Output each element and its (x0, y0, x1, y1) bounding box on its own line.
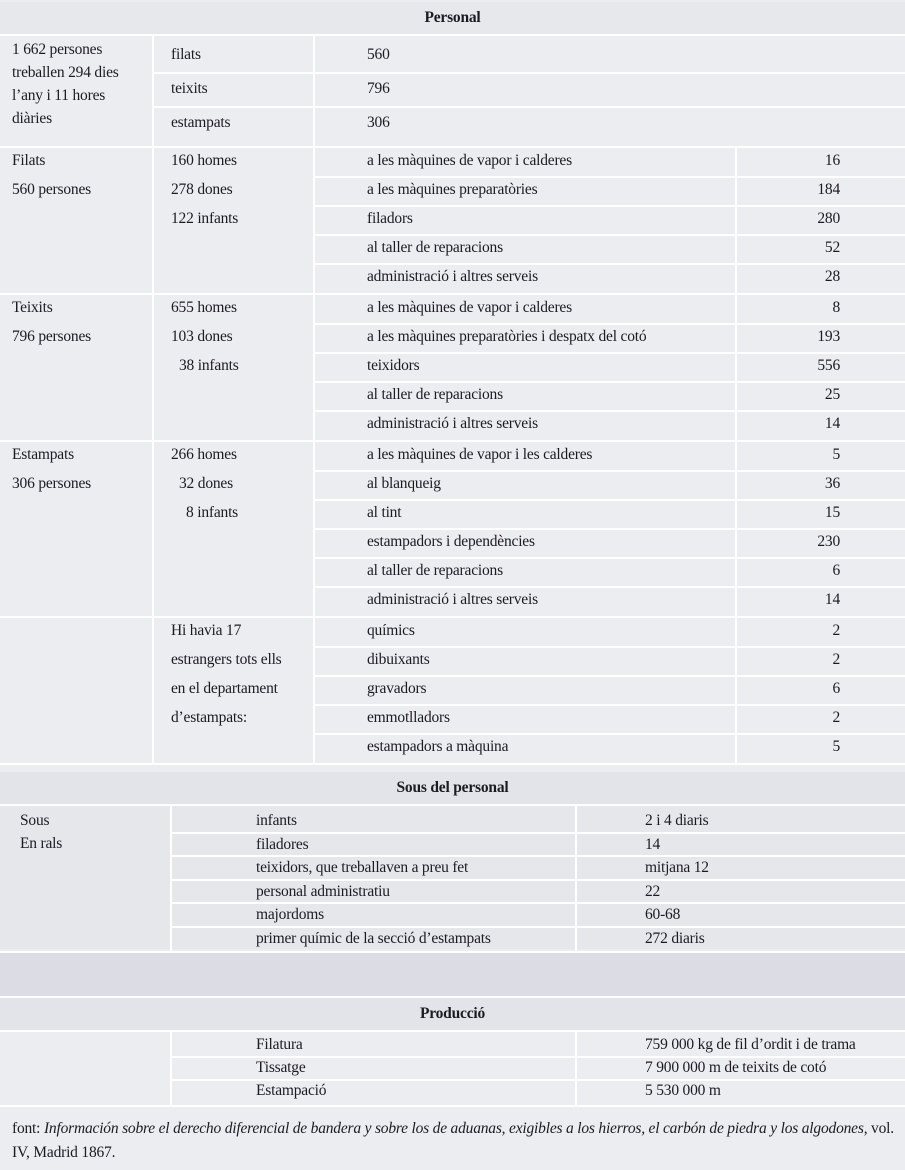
group-divider (0, 616, 905, 618)
sous-row-label: majordoms (256, 906, 324, 923)
group-mid-text: 160 homes (171, 152, 237, 169)
group-col-divider (735, 618, 737, 763)
sous-row-label: filadores (256, 835, 309, 853)
produccio-row-value: 759 000 kg de fil d’ordit i de trama (645, 1036, 856, 1053)
detail-row-label: al tint (367, 504, 402, 521)
group-mid-text: en el departament (171, 680, 278, 697)
intro-left-text: diàries (12, 110, 52, 127)
intro-row-divider (154, 106, 905, 108)
detail-row-label: filadors (367, 210, 413, 227)
intro-row-label: teixits (171, 80, 208, 97)
intro-col-divider (313, 36, 315, 146)
sous-title: Sous del personal (0, 772, 905, 804)
group-col-divider (152, 295, 154, 440)
produccio-row-label: Estampació (256, 1082, 327, 1099)
intro-row-value: 560 (367, 46, 390, 63)
detail-row-label: a les màquines preparatòries i despatx del cotó (367, 328, 647, 345)
detail-row-label: a les màquines de vapor i calderes (367, 299, 572, 316)
group-mid-text: d’estampats: (171, 709, 247, 726)
sous-row-divider (172, 879, 905, 881)
detail-row-label: a les màquines de vapor i les calderes (367, 446, 593, 463)
detail-row-label: dibuixants (367, 651, 430, 668)
detail-row-divider (315, 528, 905, 530)
group-mid-text: 38 infants (179, 357, 239, 374)
group-left-text: Estampats (12, 446, 74, 463)
detail-row-value: 14 (824, 415, 840, 432)
detail-row-value: 8 (832, 299, 840, 316)
detail-row-label: a les màquines preparatòries (367, 181, 538, 198)
detail-row-divider (315, 205, 905, 207)
detail-row-divider (315, 646, 905, 648)
sous-row-divider (172, 902, 905, 904)
intro-row-divider (154, 72, 905, 74)
sous-row-divider (172, 855, 905, 857)
produccio-col-divider (575, 1032, 577, 1105)
detail-row-value: 5 (832, 446, 840, 463)
source-suffix: , vol. IV, Madrid 1867. (12, 1120, 894, 1161)
intro-left-text: l’any i 11 hores (12, 87, 106, 104)
group-divider (0, 293, 905, 295)
group-mid-text: Hi havia 17 (171, 622, 242, 639)
detail-row-label: teixidors (367, 357, 420, 374)
detail-row-value: 230 (817, 533, 840, 550)
group-left-text: 306 persones (12, 475, 91, 492)
detail-row-divider (315, 733, 905, 735)
source-prefix: font: (12, 1120, 41, 1137)
detail-row-value: 2 (832, 651, 840, 668)
group-col-divider (313, 618, 315, 763)
sous-row-value: 22 (645, 882, 661, 900)
detail-row-divider (315, 675, 905, 677)
detail-row-label: al taller de reparacions (367, 562, 503, 579)
sous-row-value: 2 i 4 diaris (645, 812, 709, 829)
group-col-divider (313, 295, 315, 440)
personal-bottom-rule (0, 763, 905, 765)
sous-band (0, 806, 905, 949)
detail-row-value: 5 (832, 738, 840, 755)
detail-row-value: 280 (817, 210, 840, 227)
detail-row-divider (315, 586, 905, 588)
detail-row-divider (315, 323, 905, 325)
produccio-row-label: Filatura (256, 1036, 303, 1053)
group-divider (0, 440, 905, 442)
group-left-text: Filats (12, 152, 46, 169)
produccio-col-divider (170, 1032, 172, 1105)
detail-row-value: 193 (817, 328, 840, 345)
detail-row-value: 556 (817, 357, 840, 374)
detail-row-divider (315, 176, 905, 178)
sous-row-label: personal administratiu (256, 882, 390, 900)
detail-row-divider (315, 234, 905, 236)
personal-title: Personal (0, 2, 905, 34)
group-mid-text: 278 dones (171, 181, 233, 198)
detail-row-label: al taller de reparacions (367, 239, 503, 256)
detail-row-label: administració i altres serveis (367, 415, 538, 432)
produccio-title: Producció (0, 998, 905, 1030)
produccio-head-rule (0, 1030, 905, 1032)
detail-row-divider (315, 557, 905, 559)
source-note (12, 1117, 897, 1165)
personal-top-rule (0, 34, 905, 36)
intro-row-label: filats (171, 46, 201, 63)
detail-row-label: químics (367, 622, 415, 639)
sous-row-value: 14 (645, 835, 661, 853)
sous-left-text: En rals (20, 835, 63, 852)
sous-col-divider (170, 806, 172, 951)
sous-row-value: 272 diaris (645, 929, 705, 947)
detail-row-divider (315, 263, 905, 265)
detail-row-label: emmotlladors (367, 709, 450, 726)
sous-spacer (0, 953, 905, 996)
detail-row-divider (315, 470, 905, 472)
group-mid-text: 8 infants (186, 504, 239, 521)
group-col-divider (152, 442, 154, 616)
group-col-divider (152, 148, 154, 293)
detail-row-divider (315, 352, 905, 354)
detail-row-value: 6 (832, 562, 840, 579)
detail-row-label: estampadors a màquina (367, 738, 509, 755)
detail-row-value: 52 (824, 239, 840, 256)
detail-row-label: administració i altres serveis (367, 591, 538, 608)
sous-row-value: 60-68 (645, 906, 681, 923)
detail-row-value: 6 (832, 680, 840, 697)
detail-row-divider (315, 381, 905, 383)
detail-row-label: administració i altres serveis (367, 268, 538, 285)
detail-row-label: al blanqueig (367, 475, 441, 492)
produccio-row-divider (172, 1056, 905, 1058)
detail-row-value: 16 (824, 152, 840, 169)
produccio-row-label: Tissatge (256, 1059, 306, 1076)
group-left-text: 560 persones (12, 181, 91, 198)
intro-row-label: estampats (171, 114, 231, 131)
produccio-row-divider (172, 1079, 905, 1081)
group-mid-text: 32 dones (179, 475, 233, 492)
sous-row-label: primer químic de la secció d’estampats (256, 929, 491, 947)
group-col-divider (313, 148, 315, 293)
intro-col-divider (152, 36, 154, 146)
group-left-text: Teixits (12, 299, 53, 316)
group-left-text: 796 persones (12, 328, 91, 345)
sous-row-value: mitjana 12 (645, 859, 709, 876)
intro-left-text: treballen 294 dies (12, 64, 119, 81)
produccio-row-value: 5 530 000 m (645, 1082, 721, 1099)
sous-left-text: Sous (20, 812, 50, 829)
produccio-row-value: 7 900 000 m de teixits de cotó (645, 1059, 827, 1076)
detail-row-value: 2 (832, 622, 840, 639)
sous-row-label: infants (256, 812, 297, 829)
group-col-divider (152, 618, 154, 763)
group-mid-text: 655 homes (171, 299, 237, 316)
detail-row-value: 2 (832, 709, 840, 726)
detail-row-value: 14 (824, 591, 840, 608)
detail-row-value: 25 (824, 386, 840, 403)
sous-col-divider (575, 806, 577, 951)
intro-left-text: 1 662 persones (12, 41, 103, 58)
detail-row-divider (315, 410, 905, 412)
detail-row-value: 15 (824, 504, 840, 521)
detail-row-divider (315, 704, 905, 706)
intro-row-value: 306 (367, 114, 390, 131)
group-col-divider (735, 442, 737, 616)
detail-row-label: gravadors (367, 680, 427, 697)
detail-row-label: a les màquines de vapor i calderes (367, 152, 572, 169)
group-divider (0, 146, 905, 148)
produccio-bottom-rule (0, 1105, 905, 1107)
intro-row-value: 796 (367, 80, 390, 97)
source-title: Información sobre el derecho diferencial de bandera y sobre los de aduanas, exigibles a los hierros, el carbón de piedra y los algodones (43, 1120, 864, 1137)
group-col-divider (735, 148, 737, 293)
detail-row-divider (315, 499, 905, 501)
group-mid-text: estrangers tots ells (171, 651, 282, 668)
detail-row-label: al taller de reparacions (367, 386, 503, 403)
detail-row-value: 28 (824, 268, 840, 285)
detail-row-value: 36 (824, 475, 840, 492)
group-col-divider (313, 442, 315, 616)
group-mid-text: 103 dones (171, 328, 233, 345)
group-mid-text: 122 infants (171, 210, 239, 227)
detail-row-value: 184 (817, 181, 840, 198)
sous-row-divider (172, 926, 905, 928)
sous-row-divider (172, 832, 905, 834)
group-col-divider (735, 295, 737, 440)
detail-row-label: estampadors i dependències (367, 533, 535, 550)
sous-row-label: teixidors, que treballaven a preu fet (256, 859, 469, 876)
group-mid-text: 266 homes (171, 446, 237, 463)
